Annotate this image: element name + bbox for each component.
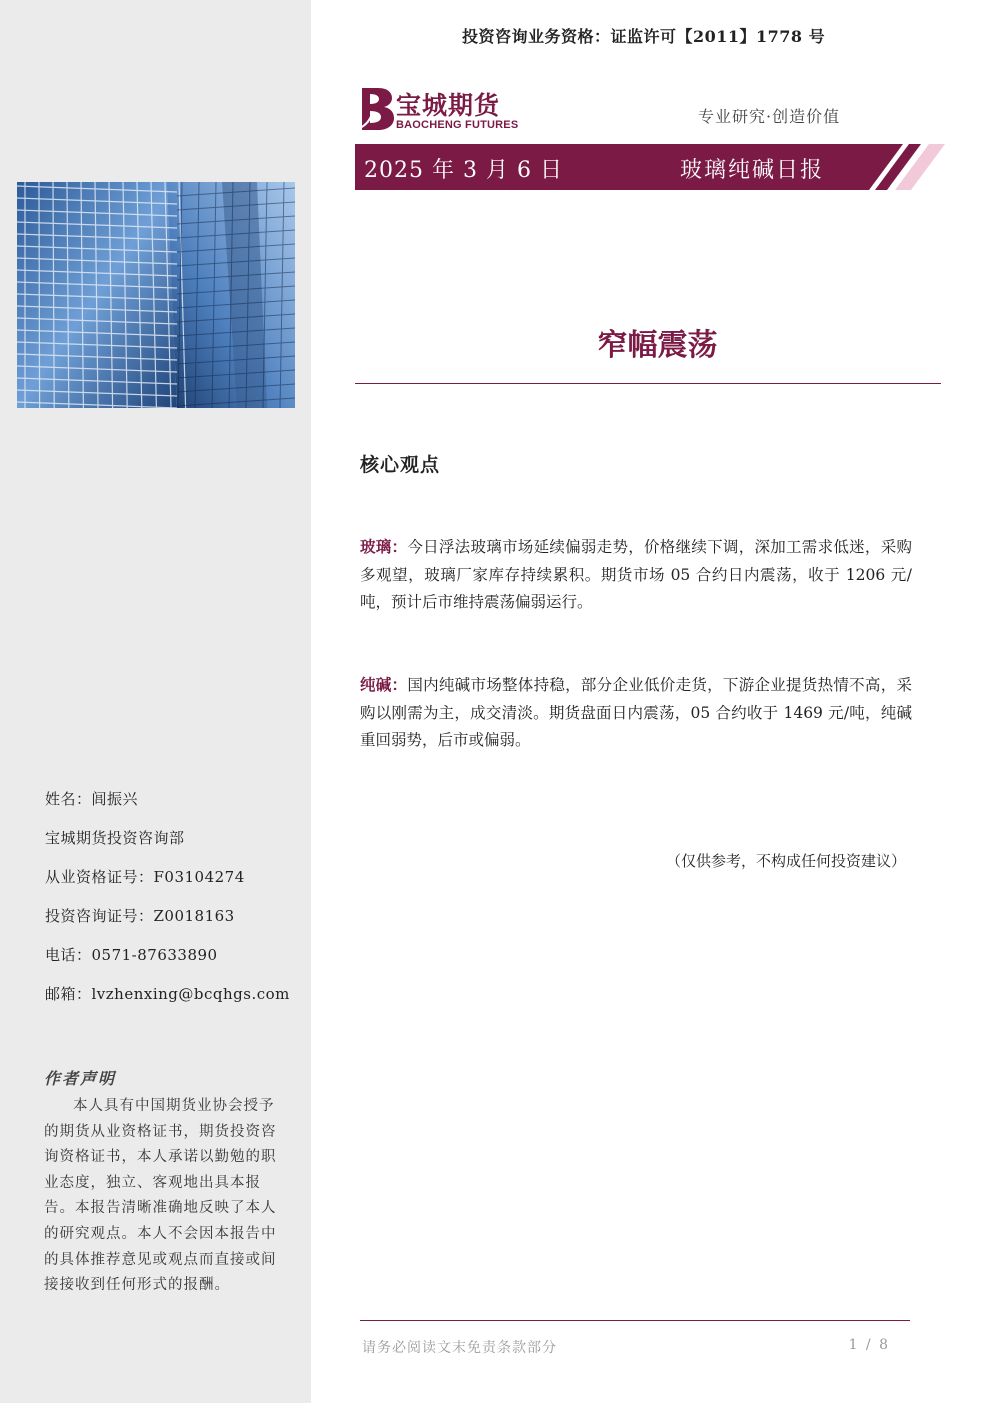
footer-note: 请务必阅读文末免责条款部分 — [362, 1340, 557, 1356]
section-heading: 核心观点 — [360, 454, 441, 476]
glass-text: 今日浮法玻璃市场延续偏弱走势，价格继续下调，深加工需求低迷，采购多观望，玻璃厂家库存持续累积。期货市场 05 合约日内震荡，收于 1206 元/吨，预计后市维持震荡偏弱运行。 — [360, 538, 912, 611]
consulting-number: 投资咨询证号：Z0018163 — [45, 907, 235, 925]
report-name: 玻璃纯碱日报 — [680, 158, 825, 183]
footer-divider — [360, 1320, 910, 1321]
logo-chinese-name: 宝城期货 — [396, 91, 501, 120]
glass-building-photo-icon — [17, 182, 295, 408]
page-title: 窄幅震荡 — [597, 328, 718, 363]
email: 邮箱：lvzhenxing@bcqhgs.com — [45, 985, 290, 1003]
qualification-number: 从业资格证号：F03104274 — [45, 868, 245, 886]
phone: 电话：0571-87633890 — [45, 946, 218, 964]
analyst-name: 姓名：闾振兴 — [45, 790, 139, 808]
title-divider — [355, 383, 941, 384]
report-date: 2025 年 3 月 6 日 — [364, 158, 563, 183]
slogan: 专业研究·创造价值 — [698, 107, 841, 126]
analyst-contact — [45, 786, 290, 1020]
building-image — [17, 182, 295, 408]
soda-ash-lead: 纯碱： — [360, 675, 408, 694]
logo-english-name: BAOCHENG FUTURES — [396, 119, 519, 131]
soda-ash-text: 国内纯碱市场整体持稳，部分企业低价走货，下游企业提货热情不高，采购以刚需为主，成交清淡。期货盘面日内震荡，05 合约收于 1469 元/吨，纯碱重回弱势，后市或偏弱。 — [360, 676, 912, 749]
glass-lead: 玻璃： — [360, 537, 408, 556]
license-statement: 投资咨询业务资格：证监许可【2011】1778 号 — [462, 27, 826, 46]
glass-paragraph — [360, 533, 912, 617]
department: 宝城期货投资咨询部 — [45, 829, 185, 847]
author-statement-title: 作者声明 — [44, 1069, 117, 1088]
page-number: 1 / 8 — [848, 1337, 890, 1353]
author-statement: 本人具有中国期货业协会授予的期货从业资格证书，期货投资咨询资格证书，本人承诺以勤勉的职业态度，独立、客观地出具本报告。本报告清晰准确地反映了本人的研究观点。本人不会因本报告中的具体推荐意见或观点而直接或间接接收到任何形式的报酬。 — [44, 1098, 277, 1294]
soda-ash-paragraph — [360, 671, 912, 755]
disclaimer: （仅供参考，不构成任何投资建议） — [665, 852, 906, 870]
